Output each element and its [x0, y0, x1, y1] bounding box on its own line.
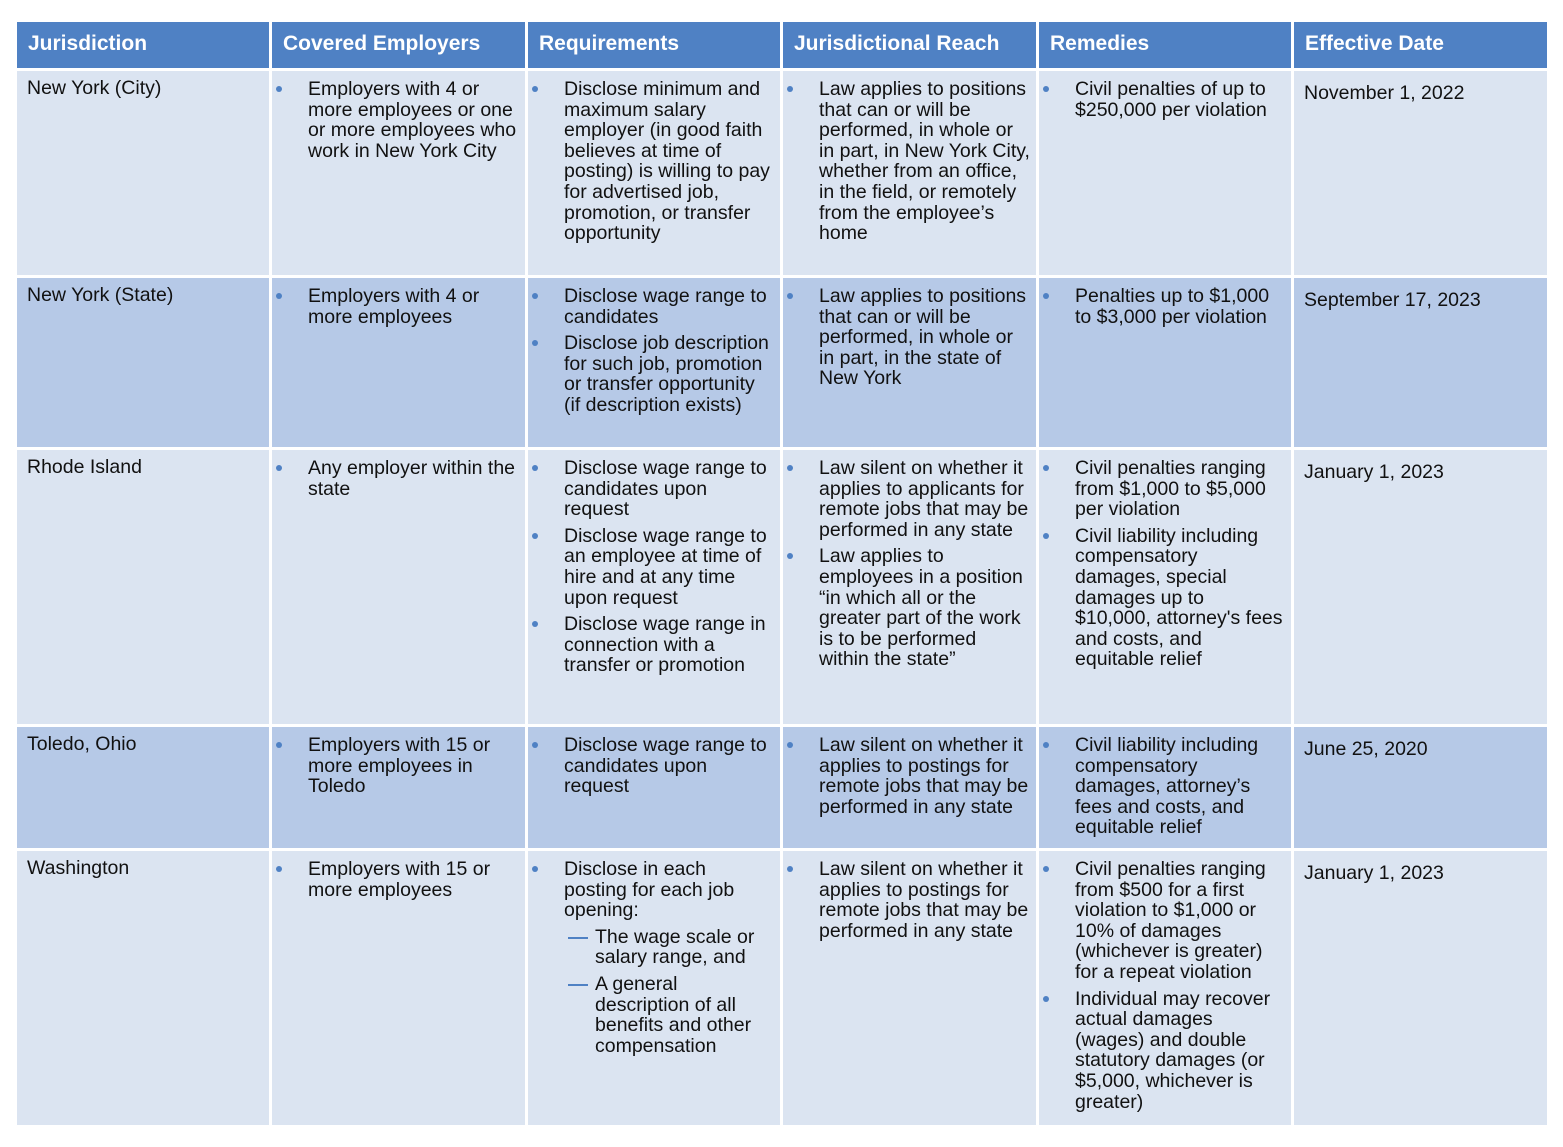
remedies-cell — [1038, 850, 1293, 1127]
sub-list-item: A general description of all benefits and other compensation — [564, 974, 774, 1056]
jurisdictional-reach-cell — [782, 850, 1038, 1127]
list-item: Disclose wage range to candidates — [538, 286, 774, 327]
header-row — [16, 21, 1549, 70]
jurisdiction-cell: Washington — [16, 850, 271, 1127]
remedies-cell — [1038, 726, 1293, 850]
covered-employers-cell — [271, 850, 527, 1127]
effective-date-cell: June 25, 2020 — [1293, 726, 1549, 850]
jurisdictional-reach-cell — [782, 277, 1038, 449]
list-item: Law silent on whether it applies to postings for remote jobs that may be performed in any state — [793, 859, 1030, 941]
covered-employers-cell — [271, 70, 527, 277]
list-item — [538, 859, 774, 1056]
jurisdictional-reach-cell — [782, 449, 1038, 726]
list-item: Disclose minimum and maximum salary employer (in good faith believes at time of posting) is willing to pay for advertised job, promotion, or transfer opportunity — [538, 79, 774, 244]
list-item: Disclose wage range to an employee at time of hire and at any time upon request — [538, 526, 774, 608]
list-item: Employers with 15 or more employees — [282, 859, 519, 900]
jurisdictional-reach-cell — [782, 70, 1038, 277]
list-item: Any employer within the state — [282, 458, 519, 499]
remedies-cell — [1038, 70, 1293, 277]
header-effective-date: Effective Date — [1293, 21, 1549, 70]
effective-date-cell: January 1, 2023 — [1293, 850, 1549, 1127]
list-item: Civil penalties ranging from $1,000 to $5,000 per violation — [1049, 458, 1285, 520]
requirements-cell — [527, 850, 782, 1127]
list-item: Disclose job description for such job, promotion or transfer opportunity (if description exists) — [538, 333, 774, 415]
list-item: Law silent on whether it applies to postings for remote jobs that may be performed in any state — [793, 735, 1030, 817]
requirements-cell — [527, 70, 782, 277]
list-item: Individual may recover actual damages (wages) and double statutory damages (or $5,000, whichever is greater) — [1049, 989, 1285, 1113]
table-row — [16, 850, 1549, 1127]
requirements-cell — [527, 277, 782, 449]
table-row — [16, 277, 1549, 449]
requirements-cell — [527, 449, 782, 726]
list-item: Law applies to employees in a position “in which all or the greater part of the work is to be performed within the state” — [793, 546, 1030, 670]
list-item: Law applies to positions that can or will be performed, in whole or in part, in New York City, whether from an office, in the field, or remotely from the employee’s home — [793, 79, 1030, 244]
list-item: Law applies to positions that can or will be performed, in whole or in part, in the state of New York — [793, 286, 1030, 389]
table-row — [16, 726, 1549, 850]
list-item: Employers with 4 or more employees or one or more employees who work in New York City — [282, 79, 519, 161]
list-item: Civil penalties of up to $250,000 per violation — [1049, 79, 1285, 120]
header-jurisdictional-reach: Jurisdictional Reach — [782, 21, 1038, 70]
jurisdiction-cell: New York (State) — [16, 277, 271, 449]
list-item: Disclose wage range to candidates upon request — [538, 735, 774, 797]
sub-list — [564, 927, 774, 1057]
header-requirements: Requirements — [527, 21, 782, 70]
pay-transparency-table — [14, 19, 1550, 1128]
remedies-cell — [1038, 449, 1293, 726]
covered-employers-cell — [271, 277, 527, 449]
requirements-intro: Disclose in each posting for each job opening: — [564, 858, 735, 922]
table-row — [16, 70, 1549, 277]
list-item: Disclose wage range in connection with a transfer or promotion — [538, 614, 774, 676]
header-jurisdiction: Jurisdiction — [16, 21, 271, 70]
jurisdiction-cell: Rhode Island — [16, 449, 271, 726]
list-item: Civil penalties ranging from $500 for a first violation to $1,000 or 10% of damages (whichever is greater) for a repeat violation — [1049, 859, 1285, 983]
jurisdictional-reach-cell — [782, 726, 1038, 850]
list-item: Employers with 15 or more employees in Toledo — [282, 735, 519, 797]
covered-employers-cell — [271, 726, 527, 850]
header-covered-employers: Covered Employers — [271, 21, 527, 70]
sub-list-item: The wage scale or salary range, and — [564, 927, 774, 968]
list-item: Civil liability including compensatory damages, attorney’s fees and costs, and equitable relief — [1049, 735, 1285, 838]
effective-date-cell: November 1, 2022 — [1293, 70, 1549, 277]
requirements-cell — [527, 726, 782, 850]
list-item: Employers with 4 or more employees — [282, 286, 519, 327]
list-item: Civil liability including compensatory damages, special damages up to $10,000, attorney's fees and costs, and equitable relief — [1049, 526, 1285, 670]
list-item: Disclose wage range to candidates upon request — [538, 458, 774, 520]
effective-date-cell: September 17, 2023 — [1293, 277, 1549, 449]
table-row — [16, 449, 1549, 726]
jurisdiction-cell: Toledo, Ohio — [16, 726, 271, 850]
effective-date-cell: January 1, 2023 — [1293, 449, 1549, 726]
jurisdiction-cell: New York (City) — [16, 70, 271, 277]
list-item: Penalties up to $1,000 to $3,000 per violation — [1049, 286, 1285, 327]
remedies-cell — [1038, 277, 1293, 449]
list-item: Law silent on whether it applies to applicants for remote jobs that may be performed in any state — [793, 458, 1030, 540]
header-remedies: Remedies — [1038, 21, 1293, 70]
covered-employers-cell — [271, 449, 527, 726]
